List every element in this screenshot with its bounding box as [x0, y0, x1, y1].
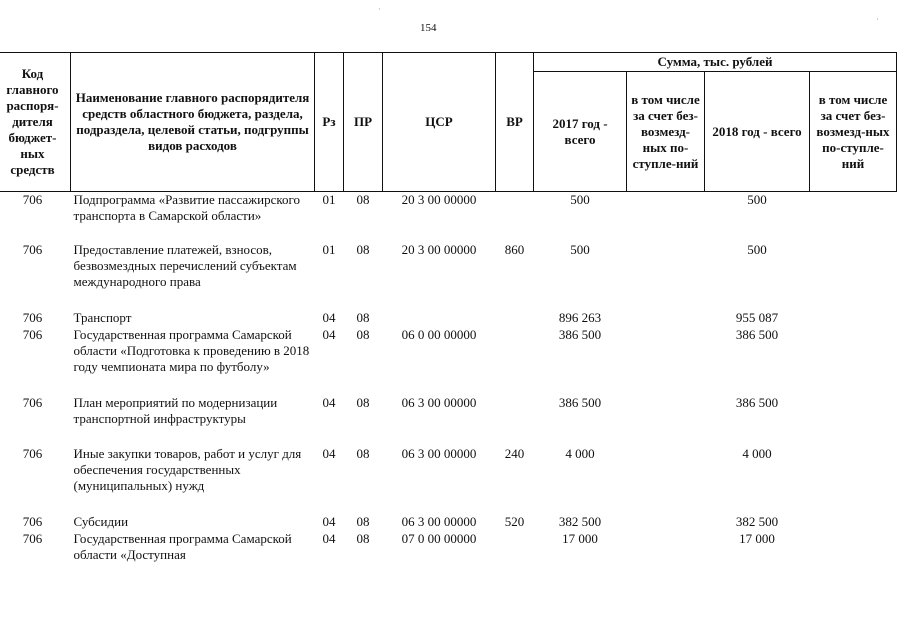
cell-vr: 520: [504, 513, 525, 529]
table-row: [0, 531, 897, 565]
cell-2018-gratuitous: [810, 192, 897, 242]
table-row: [0, 395, 897, 446]
cell-2017-total: 896 263: [558, 309, 602, 325]
cell-pr: 08: [356, 513, 370, 529]
header-2018-gratuitous: в том числе за счет без-возмезд-ных по-ступле-ний: [810, 72, 897, 192]
cell-pr: 08: [356, 192, 370, 207]
cell-name: Государственная программа Самарской области «Доступная: [73, 530, 292, 562]
cell-name: Субсидии: [73, 513, 129, 529]
cell-csr: 20 3 00 00000: [401, 241, 477, 257]
cell-rz: 01: [322, 192, 336, 207]
cell-pr: 08: [356, 394, 370, 410]
cell-rz: 04: [322, 394, 336, 410]
cell-2018-gratuitous: [810, 514, 897, 531]
cell-2017-gratuitous: [627, 327, 705, 395]
cell-rz: 04: [322, 445, 336, 461]
cell-2018-total: 382 500: [735, 513, 779, 529]
page-number: 154: [420, 22, 437, 34]
cell-rz: 01: [322, 241, 336, 257]
cell-rz: 04: [322, 530, 336, 546]
cell-csr: 06 3 00 00000: [401, 445, 477, 461]
cell-vr: [496, 327, 534, 395]
table-row: [0, 327, 897, 395]
cell-2017-total: 500: [570, 192, 590, 207]
cell-code: 706: [22, 309, 43, 325]
cell-code: 706: [22, 326, 43, 342]
header-csr: ЦСР: [383, 53, 496, 192]
cell-2017-total: 386 500: [558, 394, 602, 410]
cell-pr: 08: [356, 309, 370, 325]
header-vr: ВР: [496, 53, 534, 192]
cell-2018-gratuitous: [810, 446, 897, 514]
cell-csr: 07 0 00 00000: [401, 530, 477, 546]
cell-2018-gratuitous: [810, 531, 897, 565]
cell-rz: 04: [322, 513, 336, 529]
cell-2017-total: 500: [570, 241, 590, 257]
cell-2017-gratuitous: [627, 310, 705, 327]
cell-csr: 20 3 00 00000: [401, 192, 477, 207]
cell-2017-total: 4 000: [565, 445, 595, 461]
cell-2017-gratuitous: [627, 242, 705, 310]
header-2017-total: 2017 год - всего: [534, 72, 627, 192]
cell-name: Государственная программа Самарской области «Подготовка к проведению в 2018 году чемпионата мира по футболу»: [73, 326, 310, 374]
cell-name: Иные закупки товаров, работ и услуг для обеспечения государственных (муниципальных) нужд: [73, 445, 302, 493]
scan-speck: ·: [378, 4, 381, 14]
cell-2017-gratuitous: [627, 395, 705, 446]
cell-code: 706: [22, 394, 43, 410]
cell-code: 706: [22, 445, 43, 461]
cell-2018-total: 386 500: [735, 394, 779, 410]
cell-2017-gratuitous: [627, 514, 705, 531]
cell-2018-total: 386 500: [735, 326, 779, 342]
cell-vr: [496, 310, 534, 327]
cell-2017-total: 382 500: [558, 513, 602, 529]
table-row: [0, 514, 897, 531]
cell-csr: 06 0 00 00000: [401, 326, 477, 342]
cell-2018-gratuitous: [810, 395, 897, 446]
cell-csr: 06 3 00 00000: [401, 394, 477, 410]
cell-2018-total: 17 000: [739, 530, 775, 546]
cell-2017-gratuitous: [627, 446, 705, 514]
cell-2017-gratuitous: [627, 192, 705, 242]
cell-pr: 08: [356, 445, 370, 461]
cell-code: 706: [22, 241, 43, 257]
budget-table: [0, 52, 897, 565]
cell-name: Подпрограмма «Развитие пассажирского транспорта в Самарской области»: [73, 192, 301, 223]
header-2017-gratuitous: в том числе за счет без-возмезд-ных по-ступле-ний: [627, 72, 705, 192]
header-2018-total: 2018 год - всего: [705, 72, 810, 192]
cell-csr: 06 3 00 00000: [401, 513, 477, 529]
header-rz: Рз: [315, 53, 344, 192]
cell-2018-gratuitous: [810, 327, 897, 395]
table-row: [0, 310, 897, 327]
cell-csr: [383, 310, 496, 327]
scan-speck: ·: [876, 14, 879, 24]
header-sum-group: Сумма, тыс. рублей: [534, 53, 897, 72]
cell-rz: 04: [322, 326, 336, 342]
cell-2018-total: 4 000: [742, 445, 772, 461]
header-name: Наименование главного распорядителя средств областного бюджета, раздела, подраздела, целевой статьи, подгруппы видов расходов: [71, 53, 315, 192]
cell-rz: 04: [322, 309, 336, 325]
cell-name: План мероприятий по модернизации транспортной инфраструктуры: [73, 394, 278, 426]
cell-vr: 860: [504, 241, 525, 257]
cell-2017-total: 17 000: [562, 530, 598, 546]
header-code: Код главного распоря-дителя бюджет-ных средств: [0, 53, 71, 192]
cell-pr: 08: [356, 241, 370, 257]
cell-2018-total: 500: [747, 241, 767, 257]
cell-pr: 08: [356, 530, 370, 546]
cell-2018-total: 500: [747, 192, 767, 207]
table-row: [0, 446, 897, 514]
cell-name: Транспорт: [73, 309, 132, 325]
cell-code: 706: [22, 513, 43, 529]
cell-pr: 08: [356, 326, 370, 342]
cell-vr: 240: [504, 445, 525, 461]
cell-name: Предоставление платежей, взносов, безвозмездных перечислений субъектам международного права: [73, 241, 297, 289]
table-header: [0, 53, 897, 192]
cell-2018-gratuitous: [810, 242, 897, 310]
cell-vr: [496, 531, 534, 565]
cell-vr: [496, 192, 534, 242]
cell-code: 706: [22, 192, 43, 207]
cell-code: 706: [22, 530, 43, 546]
header-pr: ПР: [344, 53, 383, 192]
cell-vr: [496, 395, 534, 446]
cell-2017-gratuitous: [627, 531, 705, 565]
cell-2018-total: 955 087: [735, 309, 779, 325]
cell-2018-gratuitous: [810, 310, 897, 327]
table-row: [0, 242, 897, 310]
table-row: [0, 192, 897, 242]
cell-2017-total: 386 500: [558, 326, 602, 342]
